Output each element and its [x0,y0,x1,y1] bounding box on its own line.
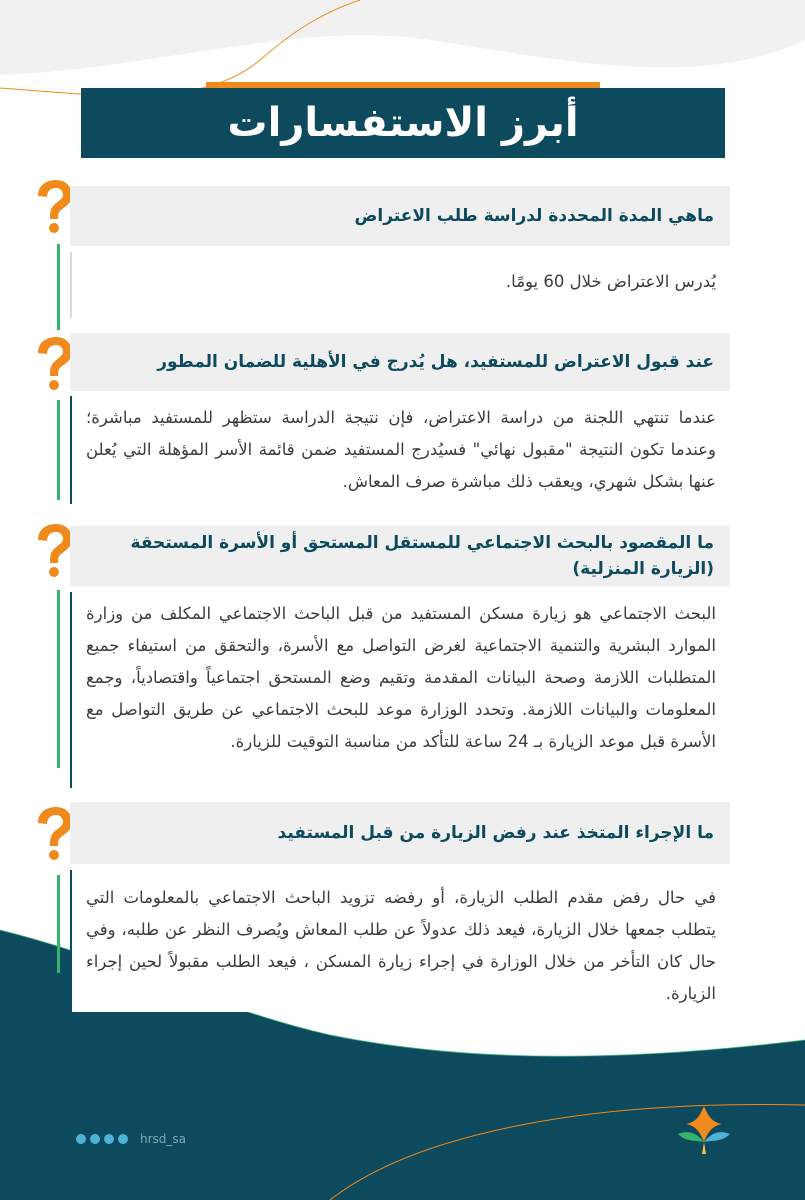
qa-divider-line [57,875,60,973]
handle-text: hrsd_sa [140,1132,187,1146]
page-title: أبرز الاستفسارات [227,100,579,146]
social-handle [76,1132,186,1146]
question-1 [70,186,730,246]
question-3 [70,526,730,586]
question-text: عند قبول الاعتراض للمستفيد، هل يُدرج في الأهلية للضمان المطور [157,352,714,372]
question-4 [70,802,730,864]
twitter-icon[interactable] [76,1134,86,1144]
instagram-icon[interactable] [118,1134,128,1144]
facebook-icon[interactable] [104,1134,114,1144]
answer-text: عندما تنتهي اللجنة من دراسة الاعتراض، فإن نتيجة الدراسة ستظهر للمستفيد مباشرة؛ وعندما تكون النتيجة "مقبول نهائي" فسيُدرج المستفيد ضمن قائمة الأسر المؤهلة التي يُعلن عنها بشكل شهري، ويعقب ذلك مباشرة صرف المعاش. [86,408,716,491]
qa-divider-line [57,400,60,500]
ministry-logo-icon [672,1104,736,1156]
youtube-icon[interactable] [90,1134,100,1144]
qa-divider-line [57,590,60,768]
title-banner [81,88,725,158]
answer-3 [70,592,730,788]
answer-text: البحث الاجتماعي هو زيارة مسكن المستفيد من قبل الباحث الاجتماعي المكلف من وزارة الموارد البشرية والتنمية الاجتماعية لغرض التواصل مع الأسرة، والتحقق من استيفاء جميع المتطلبات اللازمة وصحة البيانات المقدمة وتقيم وضع المستحق اجتماعياً واقتصادياً، وجمع المعلومات والبيانات اللازمة. وتحدد الوزارة موعد للبحث الاجتماعي عن طريق التواصل مع الأسرة قبل موعد الزيارة بـ 24 ساعة للتأكد من مناسبة التوقيت للزيارة. [86,604,716,751]
answer-text: في حال رفض مقدم الطلب الزيارة، أو رفضه تزويد الباحث الاجتماعي بالمعلومات التي يتطلب جمعها خلال الزيارة، فيعد ذلك عدولاً عن طلب المعاش ويُصرف النظر عن طلبه، وفي حال كان التأخر من خلال الوزارة في إجراء زيارة المسكن ، فيعد الطلب مقبولاً لحين إجراء الزيارة. [86,888,716,1003]
question-text: ما المقصود بالبحث الاجتماعي للمستقل المستحق أو الأسرة المستحقة (الزيارة المنزلية) [130,533,714,579]
question-text: ماهي المدة المحددة لدراسة طلب الاعتراض [354,206,714,226]
qa-divider-line [57,244,60,330]
answer-4 [70,870,730,1012]
answer-1 [70,252,730,318]
answer-2 [70,396,730,504]
answer-text: يُدرس الاعتراض خلال 60 يومًا. [505,272,716,291]
question-2 [70,333,730,391]
question-text: ما الإجراء المتخذ عند رفض الزيارة من قبل المستفيد [277,823,714,843]
